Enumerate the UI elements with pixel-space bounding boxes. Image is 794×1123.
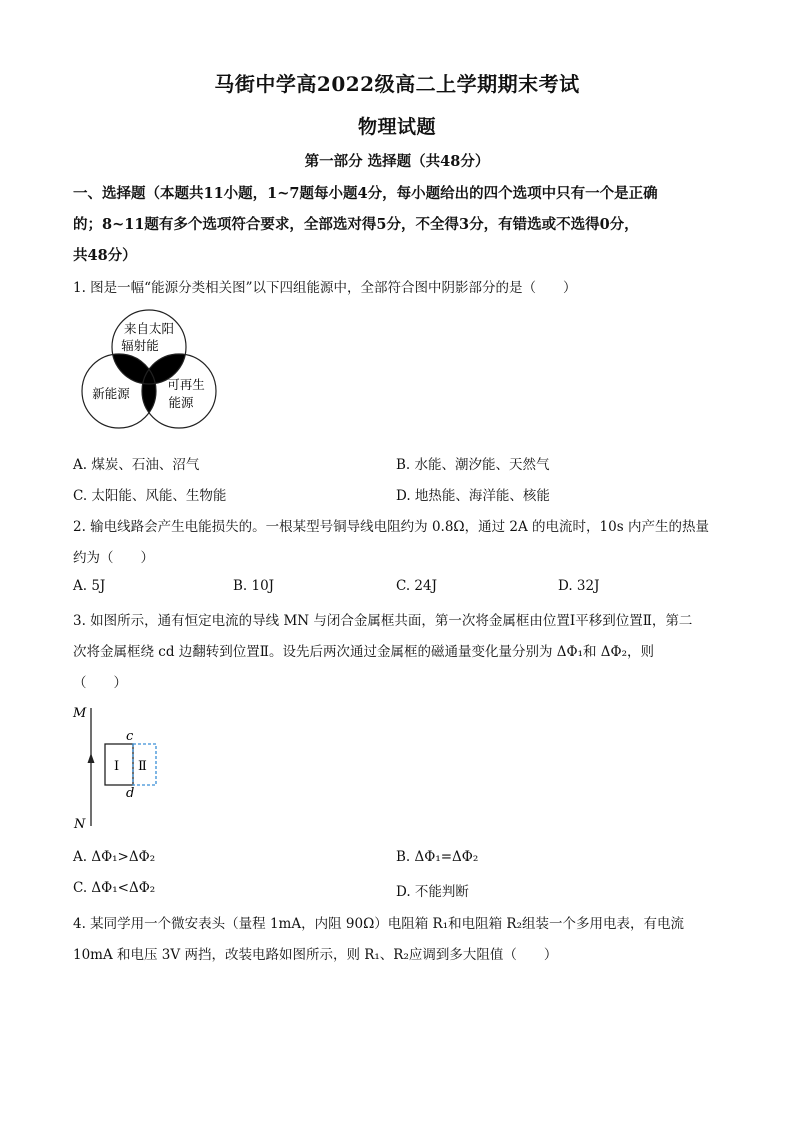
venn-label-right-1: 可再生: [167, 377, 205, 392]
venn-label-right-2: 能源: [168, 395, 194, 410]
label-position-1: Ⅰ: [114, 759, 120, 774]
label-c: c: [126, 729, 134, 744]
venn-diagram: [75, 303, 225, 443]
section-instructions-line2: 的；8~11题有多个选项符合要求，全部选对得5分，不全得3分，有错选或不选得0分，: [73, 216, 639, 233]
q3-option-b: B. ΔΦ₁=ΔΦ₂: [396, 849, 479, 865]
label-m: M: [73, 706, 87, 721]
q2-stem-line1: 2. 输电线路会产生电能损失的。一根某型号铜导线电阻约为 0.8Ω，通过 2A 的电流时，10s 内产生的热量: [73, 519, 709, 535]
q1-option-a: A. 煤炭、石油、沼气: [73, 457, 200, 473]
label-position-2: Ⅱ: [138, 759, 147, 774]
q2-option-c: C. 24J: [396, 578, 438, 594]
q3-option-c: C. ΔΦ₁<ΔΦ₂: [73, 880, 156, 896]
current-arrow-icon: [88, 753, 95, 763]
part-heading: 第一部分 选择题（共48分）: [304, 153, 490, 170]
q2-option-d: D. 32J: [558, 578, 600, 594]
section-instructions-line1: 一、选择题（本题共11小题，1~7题每小题4分，每小题给出的四个选项中只有一个是正确: [73, 185, 658, 202]
q1-option-b: B. 水能、潮汐能、天然气: [396, 457, 550, 473]
wire-frame-figure: [70, 700, 180, 834]
q1-option-c: C. 太阳能、风能、生物能: [73, 488, 227, 504]
q3-stem-line1: 3. 如图所示，通有恒定电流的导线 MN 与闭合金属框共面，第一次将金属框由位置Ⅰ平移到位置Ⅱ，第二: [73, 613, 693, 629]
q4-stem-line1: 4. 某同学用一个微安表头（量程 1mA，内阻 90Ω）电阻箱 R₁和电阻箱 R₂组装一个多用电表，有电流: [73, 916, 684, 932]
section-instructions-line3: 共48分）: [73, 247, 137, 264]
venn-label-left: 新能源: [92, 386, 130, 401]
q1-option-d: D. 地热能、海洋能、核能: [396, 488, 550, 504]
q1-stem: 1. 图是一幅“能源分类相关图”以下四组能源中，全部符合图中阴影部分的是（ ）: [73, 280, 577, 296]
q3-stem-line2: 次将金属框绕 cd 边翻转到位置Ⅱ。设先后两次通过金属框的磁通量变化量分别为 ΔΦ₁和 ΔΦ₂，则: [73, 644, 654, 660]
venn-label-top-2: 辐射能: [121, 338, 159, 353]
q2-stem-line2: 约为（ ）: [73, 550, 154, 566]
label-d: d: [126, 786, 135, 801]
q3-stem-line3: （ ）: [73, 675, 127, 691]
label-n: N: [74, 817, 86, 832]
exam-subtitle: 物理试题: [357, 116, 436, 138]
q2-option-b: B. 10J: [233, 578, 275, 594]
exam-title: 马街中学高2022级高二上学期期末考试: [214, 72, 580, 96]
q3-option-d: D. 不能判断: [396, 884, 469, 900]
q4-stem-line2: 10mA 和电压 3V 两挡，改装电路如图所示，则 R₁、R₂应调到多大阻值（ ）: [73, 947, 558, 963]
venn-label-top-1: 来自太阳: [123, 321, 175, 336]
q2-option-a: A. 5J: [73, 578, 106, 594]
q3-option-a: A. ΔΦ₁>ΔΦ₂: [73, 849, 156, 865]
